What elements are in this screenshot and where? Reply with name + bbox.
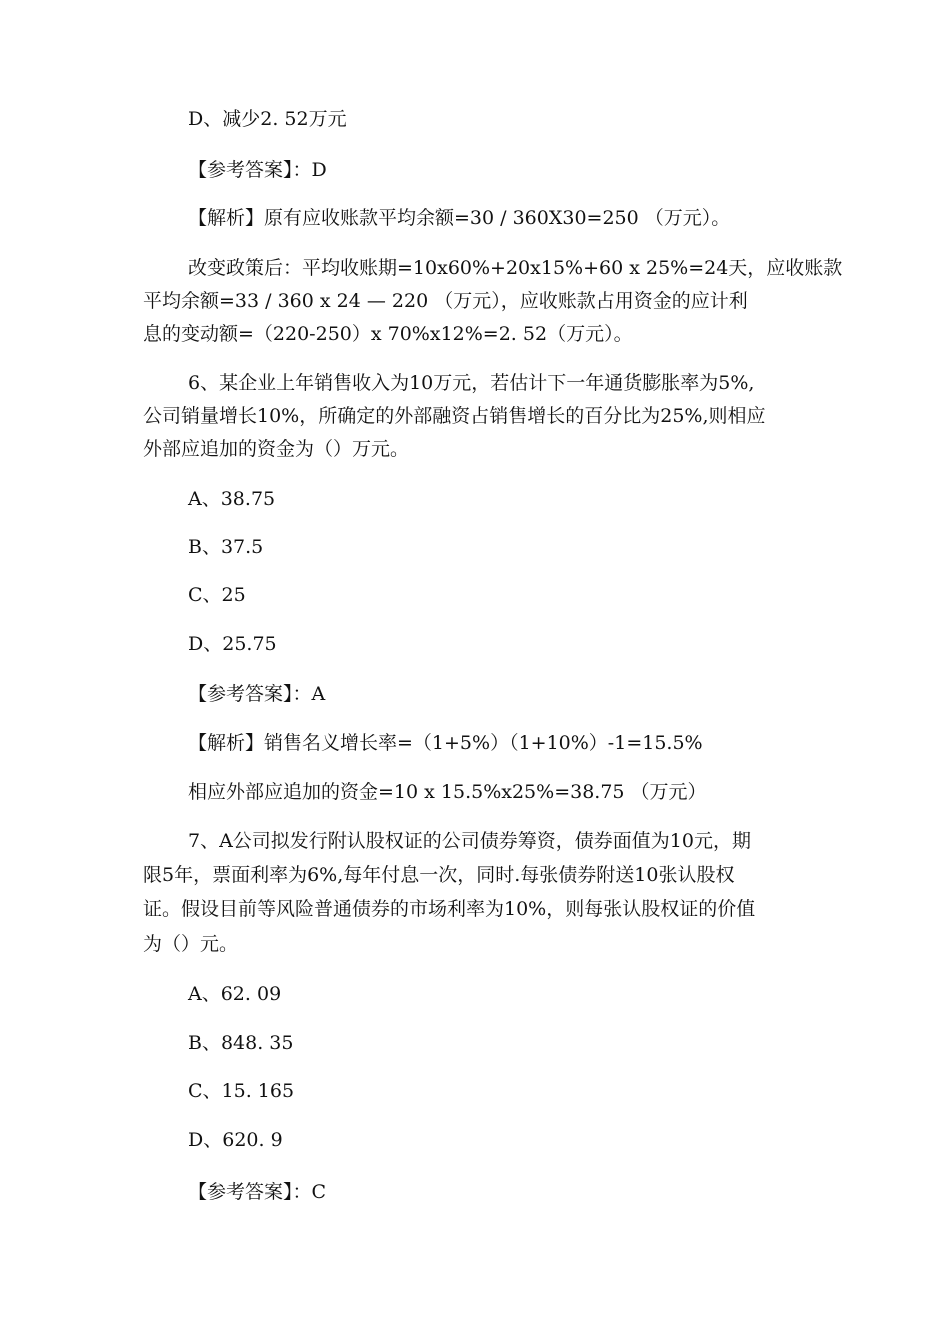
q7-option-b: B、848. 35	[188, 1032, 294, 1054]
q5-analysis-2-line-3: 息的变动额=（220-250）x 70%x12%=2. 52（万元）。	[143, 323, 633, 345]
q5-analysis-2-line-2: 平均余额=33 / 360 x 24 — 220 （万元），应收账款占用资金的应计利	[143, 290, 748, 312]
q6-analysis-1: 【解析】销售名义增长率=（1+5%）（1+10%）-1=15.5%	[188, 732, 703, 754]
q7-option-c: C、15. 165	[188, 1080, 295, 1102]
q6-question-line-1: 6、某企业上年销售收入为10万元，若估计下一年通货膨胀率为5%,	[188, 372, 755, 394]
q7-question-line-1: 7、A公司拟发行附认股权证的公司债券筹资，债券面值为10元，期	[188, 830, 751, 852]
q7-question-line-2: 限5年，票面利率为6%,每年付息一次，同时.每张债券附送10张认股权	[143, 864, 735, 886]
q7-answer: 【参考答案】：C	[188, 1181, 327, 1203]
q7-option-a: A、62. 09	[188, 983, 282, 1005]
q6-option-a: A、38.75	[188, 488, 276, 510]
q6-question-line-2: 公司销量增长10%，所确定的外部融资占销售增长的百分比为25%,则相应	[143, 405, 766, 427]
q6-analysis-2: 相应外部应追加的资金=10 x 15.5%x25%=38.75 （万元）	[188, 781, 707, 803]
q5-answer: 【参考答案】：D	[188, 159, 327, 181]
q7-option-d: D、620. 9	[188, 1129, 283, 1151]
q6-answer: 【参考答案】：A	[188, 683, 326, 705]
q6-question-line-3: 外部应追加的资金为（）万元。	[143, 438, 410, 460]
q6-option-c: C、25	[188, 584, 246, 606]
q7-question-line-4: 为（）元。	[143, 933, 239, 955]
q5-analysis-1: 【解析】原有应收账款平均余额=30 / 360X30=250 （万元）。	[188, 207, 731, 229]
q5-analysis-2-line-1: 改变政策后：平均收账期=10x60%+20x15%+60 x 25%=24天，应收账款	[188, 257, 843, 279]
q6-option-b: B、37.5	[188, 536, 264, 558]
q5-option-d: D、减少2. 52万元	[188, 108, 347, 130]
q6-option-d: D、25.75	[188, 633, 277, 655]
q7-question-line-3: 证。假设目前等风险普通债券的市场利率为10%，则每张认股权证的价值	[143, 898, 756, 920]
